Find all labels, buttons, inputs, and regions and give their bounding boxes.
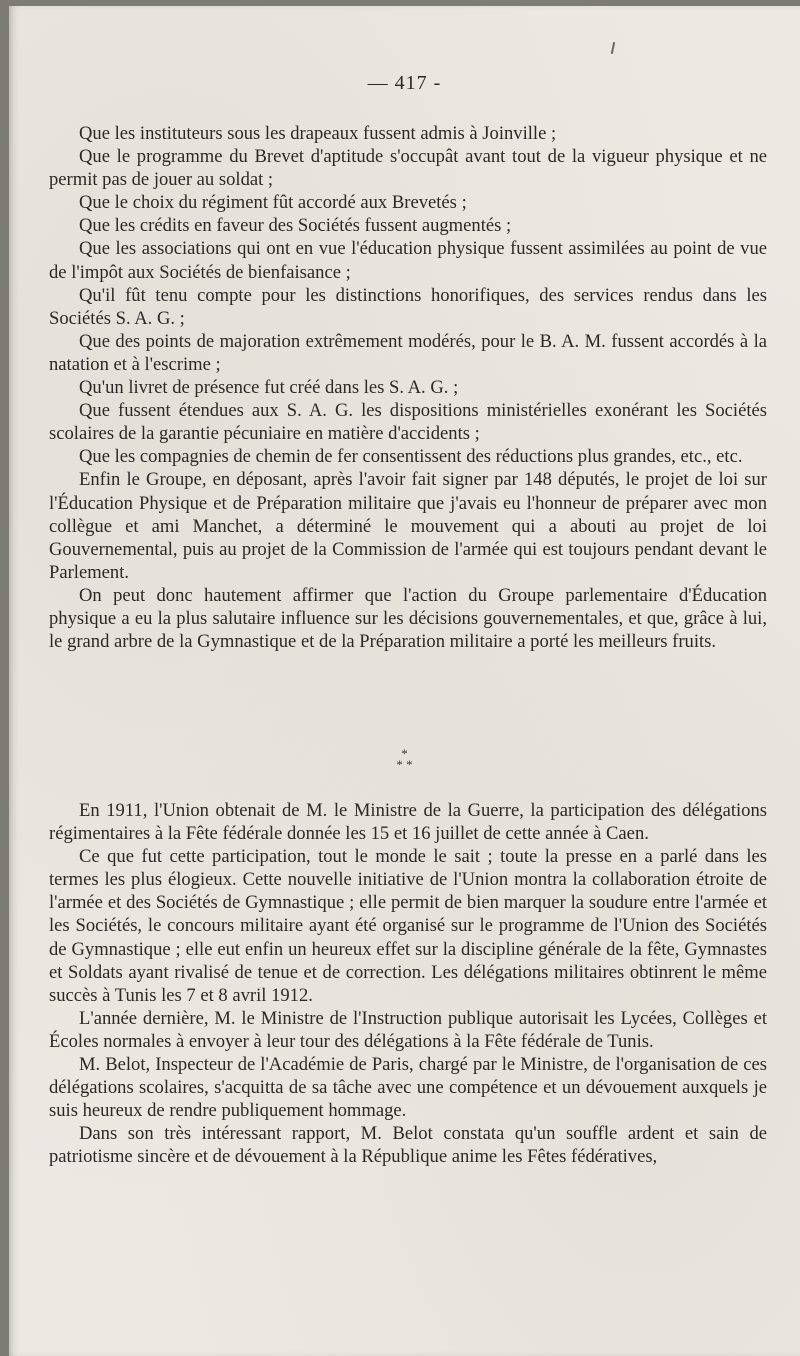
- ink-mark: [611, 42, 615, 54]
- text-section-top: [49, 122, 767, 653]
- paragraph-dispositions: Que fussent étendues aux S. A. G. les dispositions ministérielles exonérant les Sociétés scolaires de la garantie pécuniaire en matière d'accidents ;: [49, 400, 767, 445]
- paragraph-livret: Qu'un livret de présence fut créé dans les S. A. G. ;: [79, 377, 459, 399]
- paragraph-associations: Que les associations qui ont en vue l'éducation physique fussent assimilées au point de vue de l'impôt aux Sociétés de bienfaisance ;: [49, 238, 767, 283]
- paragraph-instituteurs: Que les instituteurs sous les drapeaux fussent admis à Joinville ;: [79, 123, 557, 144]
- paragraph-chemin-de-fer: Que les compagnies de chemin de fer consentissent des réductions plus grandes, etc., etc.: [79, 446, 743, 468]
- text-section-bottom: [49, 799, 767, 1169]
- page-number: — 417 -: [367, 72, 442, 94]
- book-page: [9, 6, 800, 1356]
- asterism-ornament: [9, 748, 800, 770]
- paragraph-1911-union: En 1911, l'Union obtenait de M. le Ministre de la Guerre, la participation des délégations régimentaires à la Fête fédérale donnée les 15 et 16 juillet de cette année à Caen.: [49, 800, 767, 845]
- paragraph-projet-de-loi: Enfin le Groupe, en déposant, après l'avoir fait signer par 148 députés, le projet de loi sur l'Éducation Physique et de Préparation militaire que j'avais eu l'honneur de préparer avec mon collègue et ami Manchet, a déterminé le mouvement qui a abouti au projet de loi Gouvernemental, puis au projet de la Commission de l'armée qui est toujours pendant devant le Parlement.: [49, 469, 767, 583]
- paragraph-belot-inspecteur: M. Belot, Inspecteur de l'Académie de Paris, chargé par le Ministre, de l'organisation de ces délégations scolaires, s'acquitta de sa tâche avec une compétence et un dévouement auxquels je suis heureux de rendre publiquement hommage.: [49, 1054, 767, 1122]
- paragraph-participation: Ce que fut cette participation, tout le monde le sait ; toute la presse en a parlé dans les termes les plus élogieux. Cette nouvelle initiative de l'Union montra la collaboration étroite de l'armée et des Sociétés de Gymnastique ; elle permit de bien marquer la soudure entre l'armée et les Sociétés, le concours militaire ayant été organisé sur le programme de l'Union des Sociétés de Gymnastique ; elle eut enfin un heureux effet sur la discipline générale de la fête, Gymnastes et Soldats ayant rivalisé de tenue et de correction. Les délégations militaires obtinrent le même succès à Tunis les 7 et 8 avril 1912.: [49, 846, 767, 1006]
- paragraph-choix-regiment: Que le choix du régiment fût accordé aux Brevetés ;: [79, 192, 467, 214]
- paragraph-conclusion-groupe: On peut donc hautement affirmer que l'action du Groupe parlementaire d'Éducation physique a eu la plus salutaire influence sur les décisions gouvernementales, et que, grâce à lui, le grand arbre de la Gymnastique et de la Préparation militaire a porté les meilleurs fruits.: [49, 584, 767, 653]
- paragraph-credits: Que les crédits en faveur des Sociétés fussent augmentés ;: [79, 215, 512, 237]
- asterism-top-star: *: [401, 746, 408, 761]
- asterism-bottom-stars: * *: [396, 757, 413, 772]
- paragraph-programme-brevet: Que le programme du Brevet d'aptitude s'occupât avant tout de la vigueur physique et ne permit pas de jouer au soldat ;: [49, 146, 767, 191]
- paragraph-distinctions: Qu'il fût tenu compte pour les distinctions honorifiques, des services rendus dans les Sociétés S. A. G. ;: [49, 284, 767, 329]
- paragraph-majoration: Que des points de majoration extrêmement modérés, pour le B. A. M. fussent accordés à la natation et à l'escrime ;: [49, 330, 767, 375]
- paragraph-belot-rapport: Dans son très intéressant rapport, M. Belot constata qu'un souffle ardent et sain de patriotisme sincère et de dévouement à la République anime les Fêtes fédératives,: [49, 1123, 767, 1168]
- paragraph-annee-derniere: L'année dernière, M. le Ministre de l'Instruction publique autorisait les Lycées, Collèges et Écoles normales à envoyer à leur tour des délégations à la Fête fédérale de Tunis.: [49, 1007, 767, 1052]
